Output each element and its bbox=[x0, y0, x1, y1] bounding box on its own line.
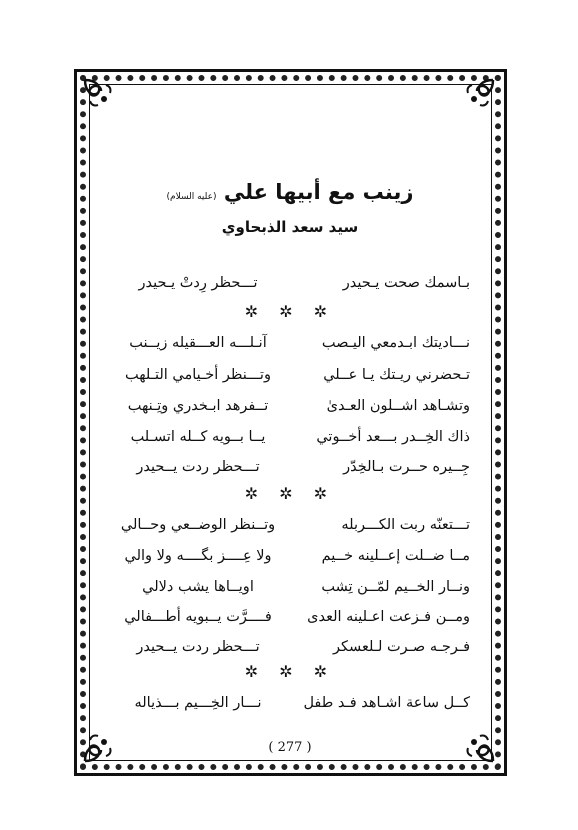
verse-second-half: وتــنظر الوضــعي وحــالي bbox=[120, 517, 276, 533]
verse-second-half: تـــحظر رِدتْ يـحيدر bbox=[138, 275, 258, 291]
honorific-text: (عليه السلام) bbox=[166, 192, 217, 202]
corner-ornament-icon bbox=[82, 77, 116, 111]
verse-line bbox=[100, 275, 480, 301]
verse-second-half: تــفرهد ابـخدري وتِـنهب bbox=[127, 398, 269, 414]
verse-first-half: وتشـاهد اشــلون العـدىٰ bbox=[326, 398, 470, 414]
verse-line bbox=[100, 335, 480, 361]
verse-first-half: ومــن فـزعت اعـلينه العدى bbox=[307, 609, 470, 625]
verse-second-half: تـــحظر ردت يــحيدر bbox=[136, 459, 260, 475]
verse-line bbox=[100, 517, 480, 543]
verse-line bbox=[100, 429, 480, 455]
verse-first-half: فـرجـه صـرت لـلعسكر bbox=[333, 639, 470, 655]
corner-ornament-icon bbox=[462, 77, 496, 111]
verse-first-half: مــا ضــلت إعــلينه خــيم bbox=[321, 548, 470, 564]
verse-first-half: جِــيره حــرت بـالخِدّر bbox=[343, 459, 470, 475]
verse-second-half: ولا عِــــز بگــــه ولا والي bbox=[124, 548, 272, 564]
verse-line bbox=[100, 367, 480, 393]
verse-second-half: اويــاها يشب دلالي bbox=[142, 579, 254, 595]
verse-second-half: وتـــنظر أخـيامي التـلهب bbox=[125, 367, 271, 383]
poem-title bbox=[100, 180, 480, 204]
verse-line bbox=[100, 548, 480, 574]
verse-second-half: تـــحظر ردت يــحيدر bbox=[136, 639, 260, 655]
page-number: ( 277 ) bbox=[268, 740, 312, 755]
verse-first-half: نـــاديتك ابـدمعي اليـصب bbox=[321, 335, 470, 351]
verse-line bbox=[100, 695, 480, 721]
verse-first-half: ونــار الخــيم لمّــن تِشب bbox=[321, 579, 470, 595]
verse-first-half: بـاسمك صحت يـحيدر bbox=[342, 275, 470, 291]
separator-stars: ✲ ✲ ✲ bbox=[244, 484, 336, 503]
separator-stars: ✲ ✲ ✲ bbox=[244, 662, 336, 681]
verse-line bbox=[100, 459, 480, 485]
verse-second-half: آنـلـــه العـــقيله زيــنب bbox=[129, 335, 267, 351]
verse-second-half: يــا بــويه كــله اتسـلب bbox=[130, 429, 266, 445]
title-text: زينب مع أبيها علي bbox=[223, 180, 414, 204]
verse-line bbox=[100, 398, 480, 424]
verse-first-half: تـــتعنّه ربت الكـــربله bbox=[341, 517, 470, 533]
verse-first-half: تـحضرني ريـتك يـا عــلي bbox=[323, 367, 470, 383]
verse-first-half: كــل ساعة اشـاهد فـد طفل bbox=[303, 695, 470, 711]
verse-line bbox=[100, 579, 480, 605]
verse-line bbox=[100, 609, 480, 635]
separator-stars: ✲ ✲ ✲ bbox=[244, 302, 336, 321]
verse-first-half: ذاك الخِــدر بـــعد أخــوتي bbox=[316, 429, 470, 445]
poet-name: سيد سعد الذبحاوي bbox=[221, 218, 359, 236]
verse-second-half: فــــرَّت يــبويه أطـــفالي bbox=[124, 609, 272, 625]
verse-second-half: نـــار الخِـــيم بـــذياله bbox=[134, 695, 262, 711]
